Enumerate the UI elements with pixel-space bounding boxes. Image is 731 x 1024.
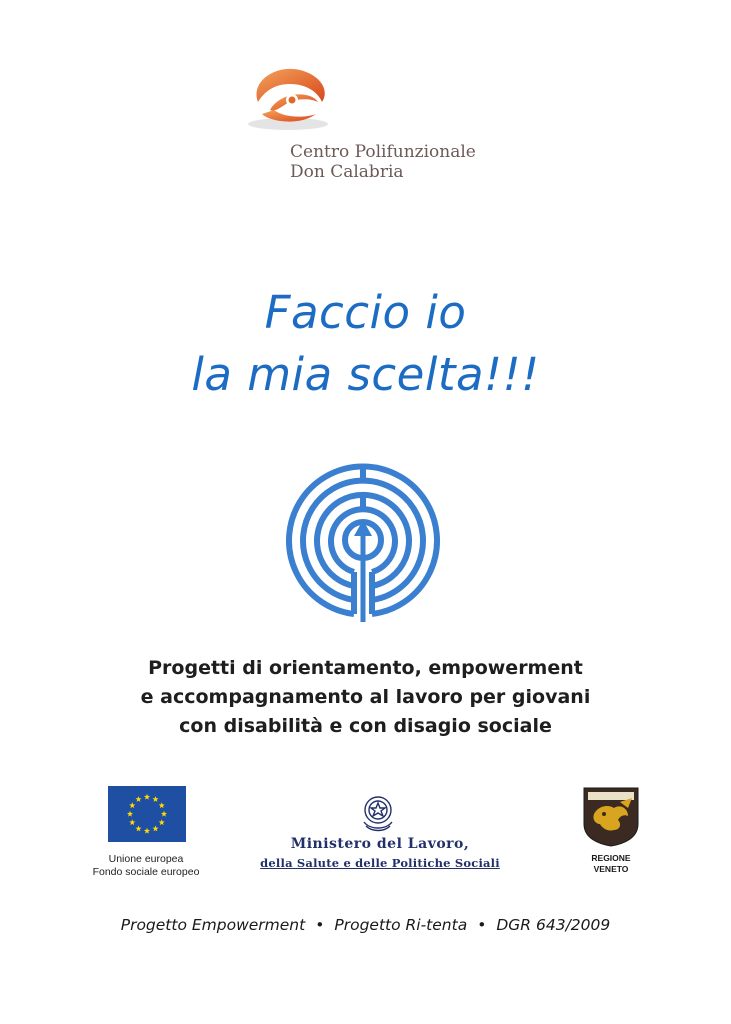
document-subtitle	[0, 654, 731, 741]
veneto-caption-line1: REGIONE	[591, 853, 631, 863]
subtitle-line3: con disabilità e con disagio sociale	[179, 715, 552, 737]
organization-name-line2: Don Calabria	[290, 162, 404, 182]
footer-separator: •	[315, 916, 325, 934]
ministry-name-line2: della Salute e delle Politiche Sociali	[260, 856, 500, 870]
footer-item-empowerment: Progetto Empowerment	[120, 916, 306, 934]
eu-caption	[60, 853, 232, 879]
subtitle-line1: Progetti di orientamento, empowerment	[148, 657, 583, 679]
centro-polifunzionale-logo-icon	[240, 62, 340, 132]
title-line1: Faccio io	[264, 286, 467, 339]
footer-item-ritenta: Progetto Ri-tenta	[334, 916, 468, 934]
organization-name	[290, 142, 476, 182]
italian-republic-emblem-icon	[358, 792, 398, 834]
ministry-name-line1: Ministero del Lavoro,	[290, 836, 470, 852]
title-line2: la mia scelta!!!	[191, 348, 540, 401]
regione-veneto-crest-icon	[580, 784, 642, 848]
labyrinth-icon	[284, 456, 442, 624]
document-title	[0, 282, 731, 406]
footer-item-dgr: DGR 643/2009	[496, 916, 611, 934]
veneto-caption-line2: VENETO	[593, 864, 629, 874]
subtitle-line2: e accompagnamento al lavoro per giovani	[140, 686, 591, 708]
footer-separator: •	[477, 916, 487, 934]
organization-name-line1: Centro Polifunzionale	[290, 142, 476, 162]
veneto-caption	[560, 853, 662, 875]
footer-projects	[0, 916, 731, 934]
eu-caption-line2: Fondo sociale europeo	[92, 866, 200, 878]
eu-flag-icon	[108, 786, 186, 842]
eu-caption-line1: Unione europea	[108, 853, 184, 865]
